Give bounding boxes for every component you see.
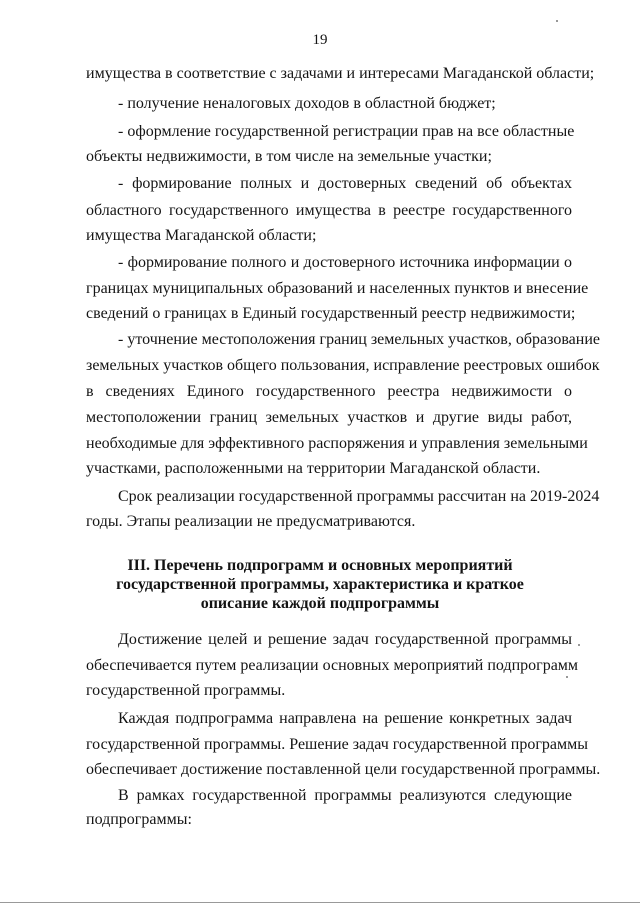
text-line: границах муниципальных образований и населенных пунктов и внесение <box>86 280 589 297</box>
section-heading-line: описание каждой подпрограммы <box>200 595 440 612</box>
scan-speck <box>578 644 580 646</box>
scan-speck <box>556 20 558 22</box>
page-bottom-edge <box>0 902 640 903</box>
text-line: - получение неналоговых доходов в областной бюджет; <box>118 95 496 112</box>
text-line: государственной программы. Решение задач государственной программы <box>86 736 589 753</box>
text-line: обеспечивается путем реализации основных мероприятий подпрограмм <box>86 657 579 674</box>
text-line: имущества в соответствие с задачами и интересами Магаданской области; <box>86 65 595 82</box>
text-line: необходимые для эффективного распоряжения и управления земельными <box>86 435 588 452</box>
text-line: подпрограммы: <box>86 811 192 828</box>
text-line: годы. Этапы реализации не предусматриваются. <box>86 513 416 530</box>
text-line: - формирование полного и достоверного источника информации о <box>118 254 572 271</box>
text-line: областного государственного имущества в реестре государственного <box>86 202 572 219</box>
text-line: обеспечивает достижение поставленной цели государственной программы. <box>86 761 601 778</box>
text-line: имущества Магаданской области; <box>86 227 317 244</box>
text-line: объекты недвижимости, в том числе на земельные участки; <box>86 148 492 165</box>
section-heading-line: III. Перечень подпрограмм и основных мероприятий <box>127 557 513 574</box>
text-line: местоположении границ земельных участков и другие виды работ, <box>86 409 572 426</box>
scan-speck <box>566 676 568 678</box>
text-line: Достижение целей и решение задач государственной программы <box>118 631 572 648</box>
text-line: В рамках государственной программы реализуются следующие <box>118 787 572 804</box>
text-line: в сведениях Единого государственного реестра недвижимости о <box>86 383 572 400</box>
text-line: - формирование полных и достоверных сведений об объектах <box>118 175 572 192</box>
text-line: - оформление государственной регистрации прав на все областные <box>118 123 575 140</box>
text-line: земельных участков общего пользования, исправление реестровых ошибок <box>86 357 600 374</box>
text-line: участками, расположенными на территории Магаданской области. <box>86 460 541 477</box>
section-heading-line: государственной программы, характеристика и краткое <box>116 576 524 593</box>
text-line: государственной программы. <box>86 682 286 699</box>
text-line: сведений о границах в Единый государственный реестр недвижимости; <box>86 305 576 322</box>
page-number: 19 <box>312 32 328 48</box>
text-line: Срок реализации государственной программы рассчитан на 2019-2024 <box>118 488 600 505</box>
text-line: Каждая подпрограмма направлена на решение конкретных задач <box>118 710 572 727</box>
text-line: - уточнение местоположения границ земельных участков, образование <box>118 331 600 348</box>
